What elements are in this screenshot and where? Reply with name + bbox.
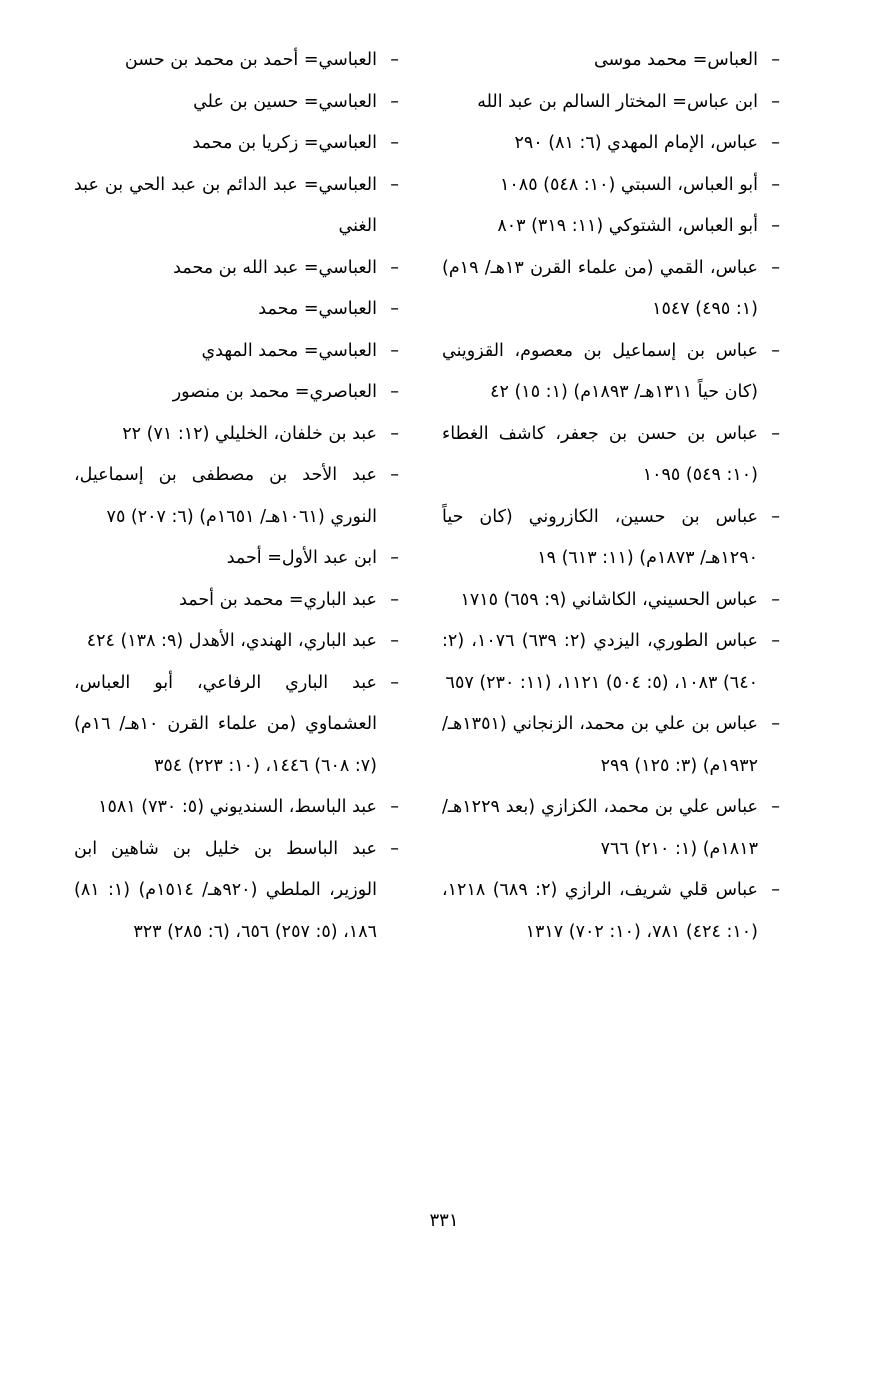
index-entry: – العباسي= حسين بن علي (74, 82, 399, 124)
index-entry: – العباسي= زكريا بن محمد (74, 123, 399, 165)
index-entry: – ابن عبد الأول= أحمد (74, 538, 399, 580)
index-entry: – عباس، القمي (من علماء القرن ١٣هـ/ ١٩م) (١: ٤٩٥) ١٥٤٧ (442, 248, 780, 331)
index-entry: – عبد الباسط بن خليل بن شاهين ابن الوزير، الملطي (٩٢٠هـ/ ١٥١٤م) (١: ٨١) ١٨٦، (٥: ٢٥٧) ٦٥٦، (٦: ٢٨٥) ٣٢٣ (74, 829, 399, 954)
index-entry: – عباس علي بن محمد، الكزازي (بعد ١٢٢٩هـ/ ١٨١٣م) (١: ٢١٠) ٧٦٦ (442, 787, 780, 870)
index-column-right (442, 40, 780, 953)
index-entry: – عبد الباسط، السنديوني (٥: ٧٣٠) ١٥٨١ (74, 787, 399, 829)
index-entry: – عبد الأحد بن مصطفى بن إسماعيل، النوري (١٠٦١هـ/ ١٦٥١م) (٦: ٢٠٧) ٧٥ (74, 455, 399, 538)
index-entry: – عباس بن علي بن محمد، الزنجاني (١٣٥١هـ/ ١٩٣٢م) (٣: ١٢٥) ٢٩٩ (442, 704, 780, 787)
index-entry: – العباسي= عبد الله بن محمد (74, 248, 399, 290)
index-entry: – عبد الباري الرفاعي، أبو العباس، العشماوي (من علماء القرن ١٠هـ/ ١٦م) (٧: ٦٠٨) ١٤٤٦، (١٠: ٢٢٣) ٣٥٤ (74, 663, 399, 788)
index-entry: – ابن عباس= المختار السالم بن عبد الله (442, 82, 780, 124)
index-entry: – عباس، الإمام المهدي (٦: ٨١) ٢٩٠ (442, 123, 780, 165)
index-entry: – عباس قلي شريف، الرازي (٢: ٦٨٩) ١٢١٨، (١٠: ٤٢٤) ٧٨١، (١٠: ٧٠٢) ١٣١٧ (442, 870, 780, 953)
index-entry: – عبد الباري، الهندي، الأهدل (٩: ١٣٨) ٤٢٤ (74, 621, 399, 663)
index-entry: – عباس بن إسماعيل بن معصوم، القزويني (كان حياً ١٣١١هـ/ ١٨٩٣م) (١: ١٥) ٤٢ (442, 331, 780, 414)
index-entry: – العباسي= عبد الدائم بن عبد الحي بن عبد الغني (74, 165, 399, 248)
index-entry: – العباصري= محمد بن منصور (74, 372, 399, 414)
index-entry: – العباسي= محمد (74, 289, 399, 331)
index-entry: – العباسي= أحمد بن محمد بن حسن (74, 40, 399, 82)
index-entry: – العباس= محمد موسى (442, 40, 780, 82)
index-entry: – العباسي= محمد المهدي (74, 331, 399, 373)
index-entry: – عباس بن حسن بن جعفر، كاشف الغطاء (١٠: ٥٤٩) ١٠٩٥ (442, 414, 780, 497)
index-entry: – عباس الطوري، اليزدي (٢: ٦٣٩) ١٠٧٦، (٢: ٦٤٠) ١٠٨٣، (٥: ٥٠٤) ١١٢١، (١١: ٢٣٠) ٦٥٧ (442, 621, 780, 704)
index-entry: – أبو العباس، الشتوكي (١١: ٣١٩) ٨٠٣ (442, 206, 780, 248)
index-entry: – عباس بن حسين، الكازروني (كان حياً ١٢٩٠هـ/ ١٨٧٣م) (١١: ٦١٣) ١٩ (442, 497, 780, 580)
index-entry: – أبو العباس، السبتي (١٠: ٥٤٨) ١٠٨٥ (442, 165, 780, 207)
page-number: ٣٣١ (429, 1210, 459, 1231)
index-entry: – عبد بن خلفان، الخليلي (١٢: ٧١) ٢٢ (74, 414, 399, 456)
index-column-left (74, 40, 399, 953)
index-entry: – عبد الباري= محمد بن أحمد (74, 580, 399, 622)
index-entry: – عباس الحسيني، الكاشاني (٩: ٦٥٩) ١٧١٥ (442, 580, 780, 622)
